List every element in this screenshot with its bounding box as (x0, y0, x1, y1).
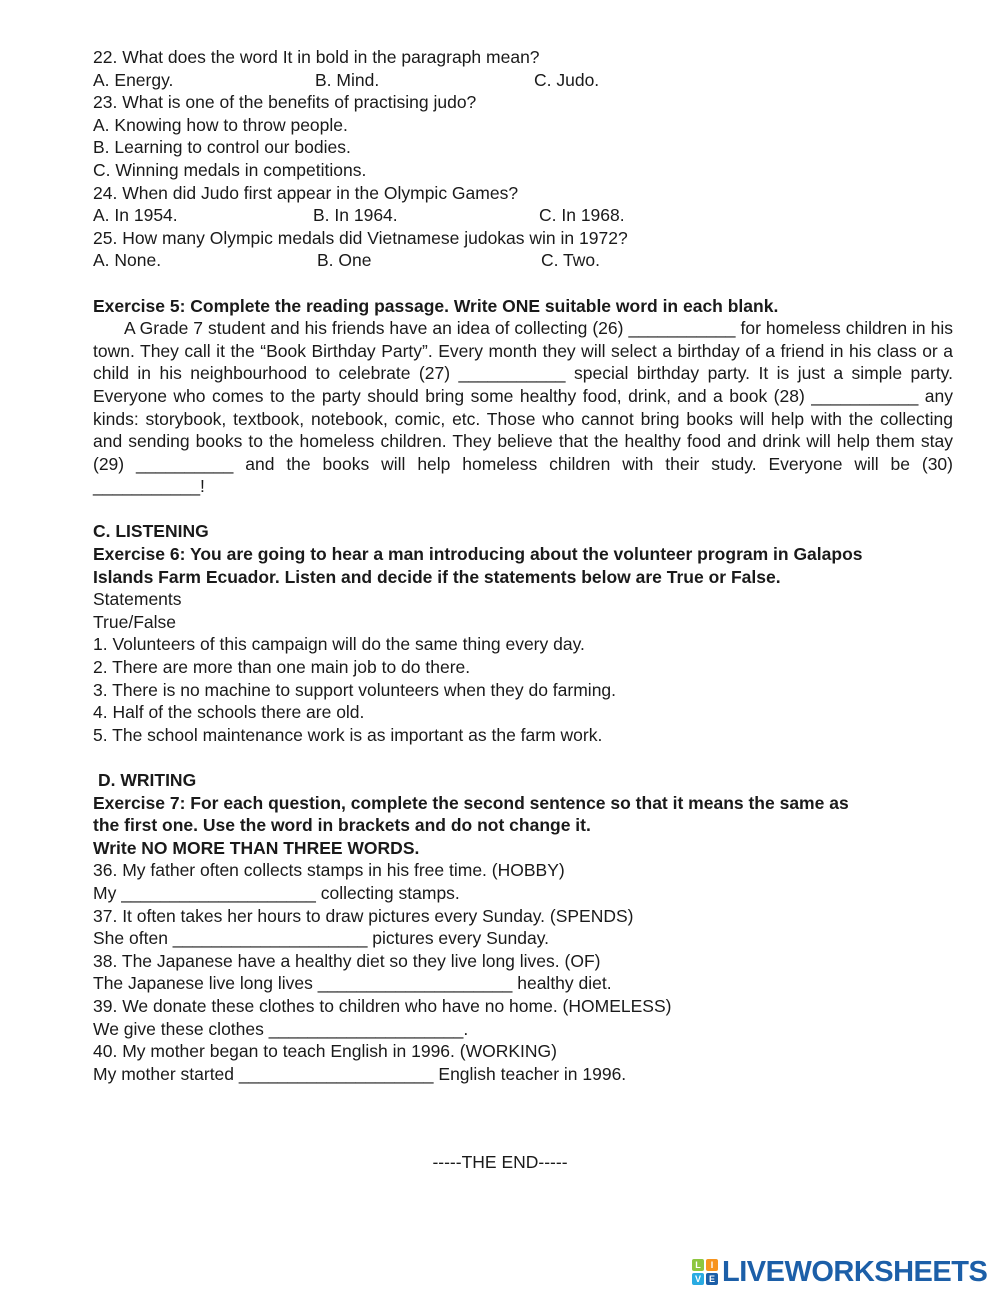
logo-block-4: E (706, 1273, 718, 1285)
option-22c: C. Judo. (534, 69, 600, 90)
question-38: 38. The Japanese have a healthy diet so they live long lives. (OF) (93, 950, 601, 971)
logo-blocks-icon (692, 1259, 718, 1285)
question-23: 23. What is one of the benefits of practising judo? (93, 92, 477, 113)
logo-block-2: I (706, 1259, 718, 1271)
the-end-marker: -----THE END----- (432, 1152, 568, 1172)
statement-1: 1. Volunteers of this campaign will do the same thing every day. (93, 634, 585, 655)
option-22b: B. Mind. (315, 69, 380, 90)
true-false-header: True/False (93, 611, 176, 632)
exercise-5-passage: A Grade 7 student and his friends have an idea of collecting (26) ___________ for homeless children in his town. They call it the “Book Birthday Party”. Every month they will select a birthday of a friend in his class or a child in his neighbourhood to celebrate (27) ___________ special birthday party. It is just a simple party. Everyone who comes to the party should bring some healthy food, drink, and a book (28) ___________ any kinds: storybook, textbook, notebook, comic, etc. Those who cannot bring books will help with the collecting and sending books to the homeless children. They believe that the healthy food and drink will help them stay (29) __________ and the books will help homeless children with their study. Everyone will be (30) ___________! (93, 318, 953, 497)
question-22: 22. What does the word It in bold in the paragraph mean? (93, 47, 540, 67)
option-24b: B. In 1964. (313, 205, 398, 226)
statement-4: 4. Half of the schools there are old. (93, 702, 365, 723)
options-25 (93, 249, 953, 272)
answer-38: The Japanese live long lives ____________________ healthy diet. (93, 973, 612, 994)
logo-block-1: L (692, 1259, 704, 1271)
option-23a: A. Knowing how to throw people. (93, 114, 348, 135)
question-36: 36. My father often collects stamps in his free time. (HOBBY) (93, 860, 565, 881)
listening-heading: C. LISTENING (93, 521, 209, 542)
exercise-7-instruction-line1: Exercise 7: For each question, complete the second sentence so that it means the same as (93, 792, 849, 813)
option-25c: C. Two. (541, 250, 601, 271)
statements-header: Statements (93, 589, 182, 610)
option-23c: C. Winning medals in competitions. (93, 159, 367, 180)
logo-text: LIVEWORKSHEETS (722, 1255, 988, 1288)
statement-3: 3. There is no machine to support volunteers when they do farming. (93, 679, 617, 700)
exercise-6-instruction-line1: Exercise 6: You are going to hear a man introducing about the volunteer program in Galapos (93, 544, 863, 565)
question-25: 25. How many Olympic medals did Vietnamese judokas win in 1972? (93, 227, 628, 248)
option-25a: A. None. (93, 250, 162, 271)
statement-5: 5. The school maintenance work is as important as the farm work. (93, 724, 603, 745)
answer-36: My ____________________ collecting stamps. (93, 882, 460, 903)
option-23b: B. Learning to control our bodies. (93, 137, 351, 158)
option-25b: B. One (317, 250, 372, 271)
question-37: 37. It often takes her hours to draw pictures every Sunday. (SPENDS) (93, 905, 634, 926)
options-22 (93, 69, 953, 92)
answer-40: My mother started ____________________ English teacher in 1996. (93, 1063, 627, 1084)
question-39: 39. We donate these clothes to children who have no home. (HOMELESS) (93, 995, 672, 1016)
answer-37: She often ____________________ pictures every Sunday. (93, 928, 550, 949)
exercise-7-instruction-line2: the first one. Use the word in brackets and do not change it. (93, 815, 591, 836)
question-40: 40. My mother began to teach English in 1996. (WORKING) (93, 1041, 557, 1062)
option-22a: A. Energy. (93, 69, 174, 90)
liveworksheets-logo[interactable] (692, 1255, 987, 1289)
statement-2: 2. There are more than one main job to do there. (93, 657, 471, 678)
exercise-7-instruction-line3: Write NO MORE THAN THREE WORDS. (93, 837, 420, 858)
exercise-6-instruction-line2: Islands Farm Ecuador. Listen and decide if the statements below are True or False. (93, 566, 781, 587)
question-24: 24. When did Judo first appear in the Olympic Games? (93, 182, 519, 203)
option-24a: A. In 1954. (93, 205, 178, 226)
exercise-5-title: Exercise 5: Complete the reading passage. Write ONE suitable word in each blank. (93, 295, 779, 316)
answer-39: We give these clothes ____________________. (93, 1018, 469, 1039)
writing-heading: D. WRITING (98, 770, 197, 790)
logo-block-3: V (692, 1273, 704, 1285)
option-24c: C. In 1968. (539, 205, 625, 226)
worksheet-page (93, 46, 953, 1085)
options-24 (93, 204, 953, 227)
